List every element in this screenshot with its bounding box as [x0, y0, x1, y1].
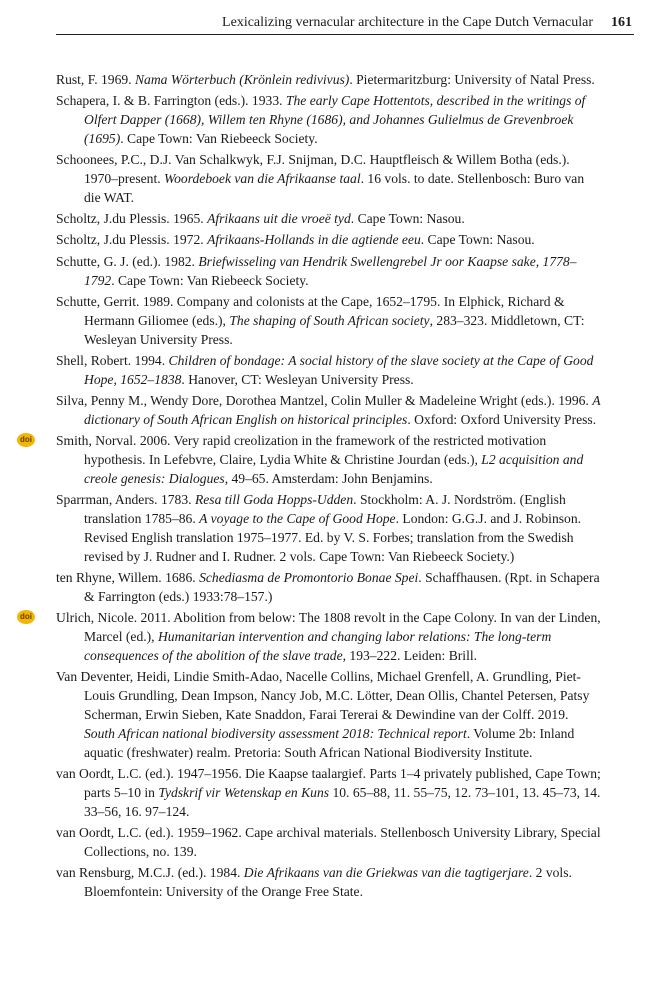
reference-entry: [56, 392, 602, 430]
reference-text: ten Rhyne, Willem. 1686.: [56, 569, 200, 585]
running-header-title: Lexicalizing vernacular architecture in the Cape Dutch Vernacular: [222, 15, 593, 30]
reference-title: Humanitarian intervention and changing labor relations: The long-term consequences of the abolition of the slave trade: [84, 628, 552, 663]
reference-text: . Pietermaritzburg: University of Natal Press.: [349, 72, 595, 87]
reference-text: 10. 65–88, 11. 55–75, 12. 73–101, 13. 45–73, 14. 33–56, 16. 97–124.: [84, 784, 601, 819]
reference-text: , 283–323. Middletown, CT: Wesleyan University Press.: [84, 312, 585, 347]
reference-title: Afrikaans-Hollands in die agtiende eeu: [207, 232, 421, 248]
reference-title: Die Afrikaans van die Griekwas van die tagtigerjare: [243, 865, 529, 880]
reference-entry: [20, 609, 602, 666]
doi-badge-icon[interactable]: doi: [17, 433, 35, 447]
reference-entry: [56, 231, 602, 250]
reference-text: . Volume 2b: Inland aquatic (freshwater) realm. Pretoria: South African National Biodiversity Institute.: [84, 725, 575, 760]
reference-entry: [56, 151, 602, 208]
reference-entry: [56, 765, 602, 822]
running-header: [56, 14, 634, 35]
reference-title: The early Cape Hottentots, described in the writings of Olfert Dapper (1668), Willem ten Rhyne (1686), and Johannes Gulielmus de Grevenbroek (1695): [84, 93, 586, 147]
reference-text: . 16 vols. to date. Stellenbosch: Buro van die WAT.: [84, 171, 585, 206]
reference-entry: [56, 668, 602, 763]
reference-entry: [56, 491, 602, 567]
reference-entry: [56, 352, 602, 390]
reference-title: L2 acquisition and creole genesis: Dialogues: [84, 451, 584, 486]
page-number: 161: [611, 15, 632, 30]
reference-text: . 2 vols. Bloemfontein: University of the Orange Free State.: [84, 865, 572, 899]
reference-entry: [56, 92, 602, 149]
reference-entry: [20, 432, 602, 489]
reference-text: Schutte, Gerrit. 1989. Company and colonists at the Cape, 1652–1795. In Elphick, Richard & Hermann Giliomee (eds.),: [56, 293, 565, 328]
reference-text: . Cape Town: Van Riebeeck Society.: [111, 272, 309, 288]
reference-title: Resa till Goda Hopps-Udden: [194, 492, 354, 507]
reference-text: Schoonees, P.C., D.J. Van Schalkwyk, F.J. Snijman, D.C. Hauptfleisch & Willem Botha (eds.). 1970–present.: [56, 152, 570, 187]
reference-title: Briefwisseling van Hendrik Swellengrebel Jr oor Kaapse sake, 1778–1792: [84, 253, 577, 288]
reference-text: van Oordt, L.C. (ed.). 1947–1956. Die Kaapse taalargief. Parts 1–4 privately published, Cape Town; parts 5–10 in: [56, 765, 601, 800]
reference-title: Nama Wörterbuch (Krönlein redivivus): [134, 72, 350, 87]
reference-text: van Oordt, L.C. (ed.). 1959–1962. Cape archival materials. Stellenbosch University Library, Special Collections, no. 139.: [56, 824, 601, 859]
reference-title: South African national biodiversity assessment 2018: Technical report: [84, 725, 467, 741]
reference-text: Scholtz, J.du Plessis. 1965.: [56, 211, 208, 227]
reference-text: . Stockholm: A. J. Nordström. (English translation 1785–86.: [84, 492, 566, 526]
reference-text: . Oxford: Oxford University Press.: [407, 411, 597, 427]
reference-text: , 49–65. Amsterdam: John Benjamins.: [224, 470, 433, 486]
reference-text: . Hanover, CT: Wesleyan University Press.: [181, 371, 414, 387]
reference-text: Silva, Penny M., Wendy Dore, Dorothea Mantzel, Colin Muller & Madeleine Wright (eds.). 1996.: [56, 392, 593, 408]
reference-title: Afrikaans uit die vroeë tyd: [207, 211, 351, 227]
reference-text: Shell, Robert. 1994.: [56, 352, 169, 368]
reference-text: van Rensburg, M.C.J. (ed.). 1984.: [56, 865, 244, 880]
reference-entry: [56, 569, 602, 607]
reference-list: [20, 71, 602, 902]
reference-entry: [56, 864, 602, 902]
reference-text: . London: G.G.J. and J. Robinson. Revised English translation 1975–1977. Ed. by V. S. Forbes; translation from the Swedish revised by J. Rudner and I. Rudner. 2 vols. Cape Town: Van Riebeeck Society.): [84, 510, 582, 564]
reference-title: The shaping of South African society: [229, 312, 430, 328]
reference-text: Schutte, G. J. (ed.). 1982.: [56, 253, 199, 269]
reference-text: , 193–222. Leiden: Brill.: [342, 647, 478, 663]
reference-text: Schapera, I. & B. Farrington (eds.). 1933.: [56, 93, 286, 109]
doi-badge-icon[interactable]: doi: [17, 610, 35, 624]
reference-title: Woordeboek van die Afrikaanse taal: [164, 171, 361, 187]
reference-entry: [56, 71, 602, 90]
reference-text: Ulrich, Nicole. 2011. Abolition from below: The 1808 revolt in the Cape Colony. In van der Linden, Marcel (ed.),: [56, 610, 601, 644]
reference-entry: [56, 293, 602, 350]
reference-entry: [56, 824, 602, 862]
reference-text: Rust, F. 1969.: [56, 72, 135, 87]
reference-title: Schediasma de Promontorio Bonae Spei: [199, 569, 419, 585]
reference-text: Scholtz, J.du Plessis. 1972.: [56, 232, 208, 248]
reference-text: . Cape Town: Nasou.: [420, 232, 535, 248]
reference-entry: [56, 210, 602, 229]
reference-title: A dictionary of South African English on historical principles: [84, 392, 601, 427]
reference-title: Tydskrif vir Wetenskap en Kuns: [158, 784, 330, 800]
reference-title: Children of bondage: A social history of the slave society at the Cape of Good Hope, 1652–1838: [84, 352, 594, 387]
reference-entry: [56, 253, 602, 291]
reference-text: Van Deventer, Heidi, Lindie Smith-Adao, Nacelle Collins, Michael Grenfell, A. Grundling, Piet-Louis Grundling, Dean Impson, Nancy Job, M.C. Lötter, Dean Ollis, Chantel Petersen, Patsy Scherman, Erwin Sieben, Kate Snaddon, Farai Tererai & Dewindine van der Colff. 2019.: [56, 669, 590, 722]
reference-text: Smith, Norval. 2006. Very rapid creolization in the framework of the restricted motivation hypothesis. In Lefebvre, Claire, Lydia White & Christine Jourdan (eds.),: [56, 432, 547, 467]
reference-text: . Schaffhausen. (Rpt. in Schapera & Farrington (eds.) 1933:78–157.): [84, 569, 600, 604]
reference-text: . Cape Town: Nasou.: [350, 211, 465, 227]
reference-text: . Cape Town: Van Riebeeck Society.: [120, 131, 318, 147]
reference-title: A voyage to the Cape of Good Hope: [199, 510, 396, 526]
reference-text: Sparrman, Anders. 1783.: [56, 492, 195, 507]
